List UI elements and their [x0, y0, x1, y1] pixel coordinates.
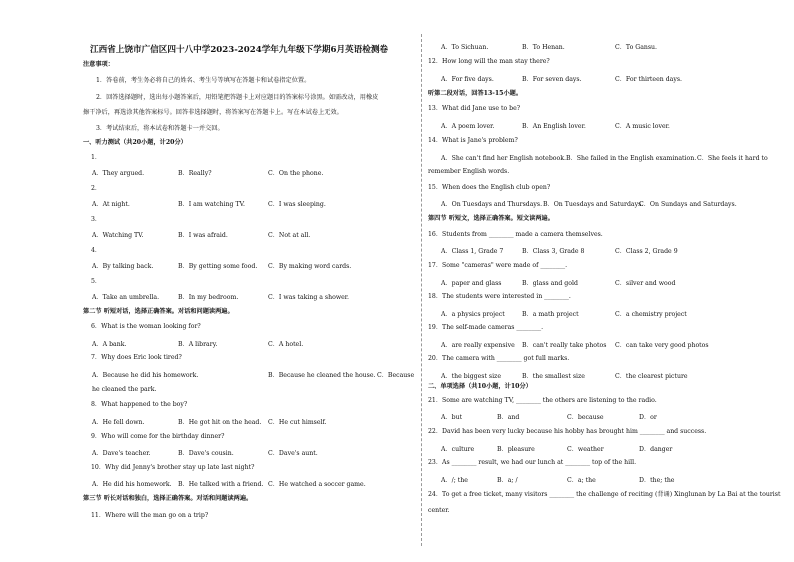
q7-option-c-cont: he cleaned the park. [92, 386, 157, 393]
q3-option-b: B．I was afraid. [178, 232, 228, 239]
q13-question: 13．What did Jane use to be? [428, 105, 521, 112]
q8-option-b: B．He got hit on the head. [178, 419, 262, 426]
q6-option-a: A．A bank. [92, 341, 127, 348]
q23-option-c: C．a; the [567, 477, 596, 484]
q23-question: 23．As ________ result, we had our lunch at ________ top of the hill. [428, 459, 637, 466]
q21-question: 21．Some are watching TV, ________ the others are listening to the radio. [428, 397, 657, 404]
q12-question: 12．How long will the man stay there? [428, 58, 550, 65]
q24-question: 24．To get a free ticket, many visitors ________ the challenge of reciting (背诵) Xinglunan by La Bai at the tourist [428, 491, 781, 498]
q17-option-a: A．paper and glass [441, 280, 502, 287]
q19-option-c: C．can take very good photos [615, 342, 709, 349]
q9-option-a: A．Dave's teacher. [92, 450, 151, 457]
q2-option-b: B．I am watching TV. [178, 201, 245, 208]
q12-option-a: A．For five days. [441, 76, 494, 83]
q14-option-b: B．She failed in the English examination. [566, 155, 697, 162]
q14-option-a: A．She can't find her English notebook. [441, 155, 566, 162]
q3-option-a: A．Watching TV. [92, 232, 144, 239]
q8-option-c: C．He cut himself. [268, 419, 327, 426]
q22-option-c: C．weather [567, 446, 604, 453]
q7-option-c: C．Because [377, 372, 415, 379]
q15-option-b: B．On Tuesdays and Saturdays. [543, 201, 644, 208]
q13-option-b: B．An English lover. [522, 123, 586, 130]
q20-question: 20．The camera with ________ got full marks. [428, 355, 570, 362]
q16-option-b: B．Class 3, Grade 8 [522, 248, 585, 255]
q9-question: 9．Who will come for the birthday dinner? [91, 433, 225, 440]
q16-option-a: A．Class 1, Grade 7 [441, 248, 504, 255]
q11-option-c: C．To Gansu. [615, 44, 658, 51]
q7-option-a: A．Because he did his homework. [92, 372, 199, 379]
part-2-heading: 第二节 听短对话，选择正确答案。对话和问题读两遍。 [83, 308, 234, 315]
q1-option-c: C．On the phone. [268, 170, 324, 177]
q18-option-c: C．a chemistry project [615, 311, 687, 318]
q6-option-b: B．A library. [178, 341, 218, 348]
q20-option-c: C．the clearest picture [615, 373, 688, 380]
q14-question: 14．What is Jane's problem? [428, 137, 518, 144]
q17-option-c: C．silver and wood [615, 280, 676, 287]
part-3-heading: 第三节 听长对话和独白，选择正确答案。对话和问题读两遍。 [83, 495, 253, 502]
q14-option-c: C．She feels it hard to [697, 155, 768, 162]
q10-option-c: C．He watched a soccer game. [268, 481, 366, 488]
q15-option-c: C．On Sundays and Saturdays. [639, 201, 737, 208]
q4-option-a: A．By talking back. [92, 263, 154, 270]
q21-option-d: D．or [639, 414, 657, 421]
section-2-heading: 二、单项选择（共10小题，计10分） [428, 383, 532, 390]
q22-option-a: A．culture [441, 446, 475, 453]
note-1: 1．答卷前，考生务必将自己的姓名、考生号等填写在答题卡和试卷指定位置。 [96, 77, 311, 84]
q9-option-b: B．Dave's cousin. [178, 450, 234, 457]
q5-option-c: C．I was taking a shower. [268, 294, 350, 301]
q3-number: 3． [91, 216, 102, 223]
q16-question: 16．Students from ________ made a camera themselves. [428, 231, 603, 238]
q13-option-a: A．A poem lover. [441, 123, 495, 130]
notes-heading: 注意事项： [83, 61, 114, 68]
q18-option-a: A．a physics project [441, 311, 505, 318]
q23-option-a: A．/; the [441, 477, 468, 484]
q10-option-a: A．He did his homework. [92, 481, 172, 488]
q23-option-d: D．the; the [639, 477, 675, 484]
q21-option-b: B．and [497, 414, 520, 421]
q4-option-c: C．By making word cards. [268, 263, 352, 270]
note-2: 2．回答选择题时，选出每小题答案后，用铅笔把答题卡上对应题目的答案标号涂黑。如需改动，用橡皮 [96, 94, 379, 101]
q12-option-b: B．For seven days. [522, 76, 582, 83]
q20-option-b: B．the smallest size [522, 373, 585, 380]
q19-option-a: A．are really expensive [441, 342, 515, 349]
q11-option-a: A．To Sichuan. [441, 44, 489, 51]
q11-question: 11．Where will the man go on a trip? [91, 512, 209, 519]
q8-option-a: A．He fell down. [92, 419, 145, 426]
q4-option-b: B．By getting some food. [178, 263, 258, 270]
q3-option-c: C．Not at all. [268, 232, 311, 239]
q20-option-a: A．the biggest size [441, 373, 501, 380]
q23-option-b: B．a; / [497, 477, 518, 484]
q6-question: 6．What is the woman looking for? [91, 323, 201, 330]
q11-option-b: B．To Henan. [522, 44, 565, 51]
q5-option-b: B．In my bedroom. [178, 294, 239, 301]
q21-option-c: C．because [567, 414, 604, 421]
exam-title: 江西省上饶市广信区四十八中学2023-2024学年九年级下学期6月英语检测卷 [90, 45, 389, 55]
q22-question: 22．David has been very lucky because his hobby has brought him ________ and success. [428, 428, 707, 435]
q2-option-c: C．I was sleeping. [268, 201, 326, 208]
q1-option-b: B．Really? [178, 170, 212, 177]
q7-option-b: B．Because he cleaned the house. [268, 372, 376, 379]
q22-option-d: D．danger [639, 446, 673, 453]
q5-option-a: A．Take an umbrella. [92, 294, 160, 301]
q17-question: 17．Some "cameras" were made of ________. [428, 262, 568, 269]
note-3: 3．考试结束后，将本试卷和答题卡一并交回。 [96, 125, 224, 132]
q1-number: 1． [91, 154, 102, 161]
q17-option-b: B．glass and gold [522, 280, 578, 287]
q21-option-a: A．but [441, 414, 463, 421]
q13-option-c: C．A music lover. [615, 123, 670, 130]
q10-question: 10．Why did Jenny's brother stay up late last night? [91, 464, 255, 471]
q5-number: 5． [91, 278, 102, 285]
q9-option-c: C．Dave's aunt. [268, 450, 318, 457]
q7-question: 7．Why does Eric look tired? [91, 354, 182, 361]
q15-question: 15．When does the English club open? [428, 184, 551, 191]
q15-option-a: A．On Tuesdays and Thursdays. [441, 201, 543, 208]
q10-option-b: B．He talked with a friend. [178, 481, 264, 488]
q18-question: 18．The students were interested in ________. [428, 293, 571, 300]
part-4-heading: 第四节 听短文，选择正确答案。短文读两遍。 [428, 215, 554, 222]
q22-option-b: B．pleasure [497, 446, 535, 453]
q14-option-c-cont: remember English words. [428, 168, 510, 175]
q18-option-b: B．a math project [522, 311, 579, 318]
q19-option-b: B．can't really take photos [522, 342, 607, 349]
section-1-heading: 一、听力测试（共20小题，计20分） [83, 139, 187, 146]
q24-question-cont: center. [428, 507, 450, 514]
q6-option-c: C．A hotel. [268, 341, 304, 348]
q8-question: 8．What happened to the boy? [91, 401, 188, 408]
q16-option-c: C．Class 2, Grade 9 [615, 248, 678, 255]
column-divider [421, 34, 422, 546]
q12-option-c: C．For thirteen days. [615, 76, 682, 83]
q4-number: 4． [91, 247, 102, 254]
passage-2-heading: 听第二段对话，回答13-15小题。 [428, 90, 523, 97]
note-2-cont: 擦干净后，再选涂其他答案标号。回答非选择题时，将答案写在答题卡上。写在本试卷上无效。 [83, 109, 343, 116]
q2-option-a: A．At night. [92, 201, 130, 208]
q19-question: 19．The self-made cameras ________. [428, 324, 544, 331]
q1-option-a: A．They argued. [92, 170, 145, 177]
q2-number: 2． [91, 185, 102, 192]
